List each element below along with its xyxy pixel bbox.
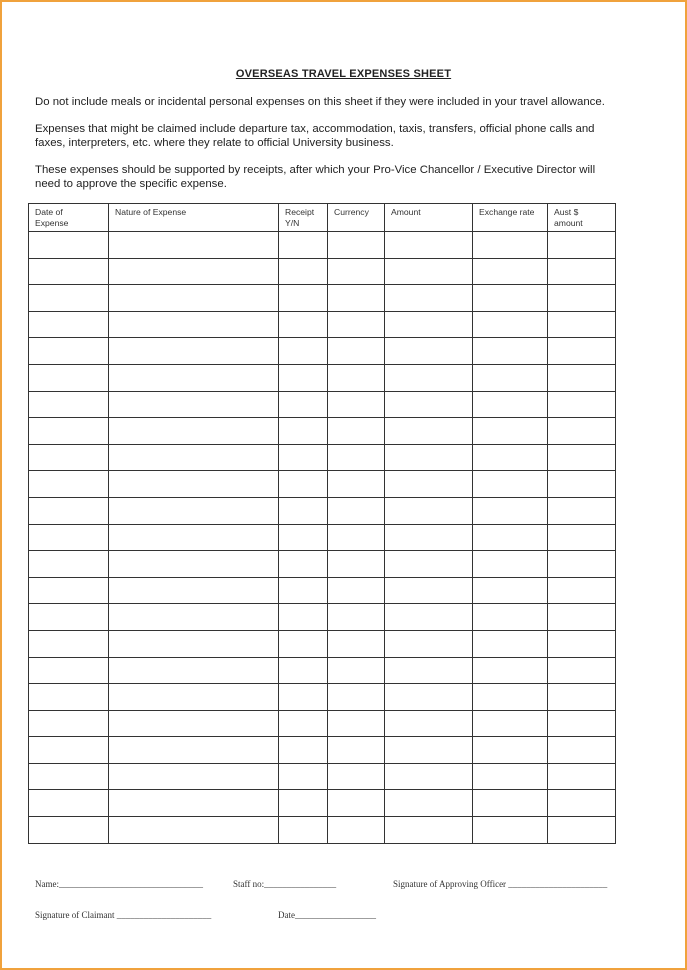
- table-cell[interactable]: [109, 524, 279, 551]
- table-row: [29, 285, 616, 312]
- table-cell[interactable]: [109, 657, 279, 684]
- table-cell[interactable]: [29, 524, 109, 551]
- table-cell[interactable]: [29, 684, 109, 711]
- col-header-aust-amount: Aust $ amount: [548, 204, 616, 232]
- table-cell[interactable]: [385, 338, 473, 365]
- table-cell[interactable]: [328, 790, 385, 817]
- table-cell[interactable]: [279, 551, 328, 578]
- table-cell[interactable]: [548, 444, 616, 471]
- table-row: [29, 338, 616, 365]
- table-cell[interactable]: [385, 551, 473, 578]
- table-cell[interactable]: [279, 604, 328, 631]
- table-row: [29, 311, 616, 338]
- table-cell[interactable]: [548, 790, 616, 817]
- table-cell[interactable]: [109, 391, 279, 418]
- table-cell[interactable]: [279, 524, 328, 551]
- claimant-signature-field[interactable]: Signature of Claimant _____________________: [35, 910, 212, 920]
- table-cell[interactable]: [109, 471, 279, 498]
- table-cell[interactable]: [29, 285, 109, 312]
- table-cell[interactable]: [279, 311, 328, 338]
- instruction-receipts: These expenses should be supported by receipts, after which your Pro-Vice Chancellor / Executive Director will need to approve the specific expense.: [35, 164, 596, 190]
- col-header-nature: Nature of Expense: [109, 204, 279, 232]
- table-cell[interactable]: [548, 551, 616, 578]
- table-cell[interactable]: [279, 364, 328, 391]
- col-header-receipt: Receipt Y/N: [279, 204, 328, 232]
- table-cell[interactable]: [385, 258, 473, 285]
- table-cell[interactable]: [548, 524, 616, 551]
- table-row: [29, 471, 616, 498]
- table-cell[interactable]: [279, 338, 328, 365]
- table-cell[interactable]: [109, 684, 279, 711]
- table-cell[interactable]: [29, 604, 109, 631]
- table-cell[interactable]: [548, 285, 616, 312]
- sheet-title: OVERSEAS TRAVEL EXPENSES SHEET: [235, 68, 452, 80]
- table-cell[interactable]: [328, 817, 385, 844]
- table-cell[interactable]: [328, 418, 385, 445]
- table-cell[interactable]: [279, 763, 328, 790]
- table-cell[interactable]: [29, 497, 109, 524]
- table-cell[interactable]: [328, 497, 385, 524]
- date-field[interactable]: Date__________________: [278, 910, 376, 920]
- table-row: [29, 763, 616, 790]
- table-cell[interactable]: [29, 311, 109, 338]
- table-cell[interactable]: [29, 737, 109, 764]
- table-cell[interactable]: [279, 232, 328, 259]
- table-row: [29, 710, 616, 737]
- table-cell[interactable]: [548, 817, 616, 844]
- table-cell[interactable]: [473, 471, 548, 498]
- col-header-exchange-rate: Exchange rate: [473, 204, 548, 232]
- table-row: [29, 364, 616, 391]
- table-cell[interactable]: [385, 577, 473, 604]
- table-cell[interactable]: [548, 604, 616, 631]
- table-cell[interactable]: [29, 364, 109, 391]
- table-cell[interactable]: [109, 790, 279, 817]
- table-cell[interactable]: [328, 232, 385, 259]
- table-cell[interactable]: [473, 444, 548, 471]
- table-cell[interactable]: [279, 684, 328, 711]
- table-cell[interactable]: [29, 710, 109, 737]
- table-cell[interactable]: [279, 285, 328, 312]
- table-cell[interactable]: [473, 338, 548, 365]
- table-cell[interactable]: [29, 817, 109, 844]
- table-cell[interactable]: [473, 763, 548, 790]
- table-cell[interactable]: [109, 364, 279, 391]
- table-row: [29, 630, 616, 657]
- table-cell[interactable]: [385, 391, 473, 418]
- table-cell[interactable]: [109, 258, 279, 285]
- table-cell[interactable]: [473, 497, 548, 524]
- table-cell[interactable]: [279, 258, 328, 285]
- table-cell[interactable]: [328, 684, 385, 711]
- table-row: [29, 444, 616, 471]
- table-cell[interactable]: [473, 524, 548, 551]
- table-cell[interactable]: [328, 391, 385, 418]
- table-cell[interactable]: [473, 737, 548, 764]
- table-cell[interactable]: [279, 657, 328, 684]
- table-row: [29, 258, 616, 285]
- table-cell[interactable]: [473, 391, 548, 418]
- table-cell[interactable]: [328, 763, 385, 790]
- table-cell[interactable]: [473, 657, 548, 684]
- table-cell[interactable]: [29, 763, 109, 790]
- table-cell[interactable]: [385, 790, 473, 817]
- table-cell[interactable]: [279, 418, 328, 445]
- table-cell[interactable]: [29, 418, 109, 445]
- table-cell[interactable]: [328, 657, 385, 684]
- table-cell[interactable]: [473, 630, 548, 657]
- table-row: [29, 657, 616, 684]
- table-cell[interactable]: [328, 524, 385, 551]
- table-cell[interactable]: [328, 630, 385, 657]
- table-cell[interactable]: [385, 710, 473, 737]
- table-cell[interactable]: [109, 763, 279, 790]
- table-cell[interactable]: [548, 710, 616, 737]
- table-cell[interactable]: [548, 338, 616, 365]
- table-cell[interactable]: [29, 657, 109, 684]
- table-row: [29, 551, 616, 578]
- table-cell[interactable]: [385, 418, 473, 445]
- table-cell[interactable]: [328, 444, 385, 471]
- table-cell[interactable]: [29, 258, 109, 285]
- table-cell[interactable]: [548, 364, 616, 391]
- table-cell[interactable]: [385, 311, 473, 338]
- table-cell[interactable]: [109, 418, 279, 445]
- table-cell[interactable]: [279, 790, 328, 817]
- table-cell[interactable]: [279, 497, 328, 524]
- table-header-row: [29, 204, 616, 232]
- table-cell[interactable]: [109, 338, 279, 365]
- table-cell[interactable]: [29, 577, 109, 604]
- table-cell[interactable]: [548, 577, 616, 604]
- table-row: [29, 524, 616, 551]
- table-cell[interactable]: [473, 577, 548, 604]
- table-cell[interactable]: [29, 790, 109, 817]
- table-cell[interactable]: [473, 285, 548, 312]
- table-cell[interactable]: [385, 657, 473, 684]
- table-cell[interactable]: [473, 684, 548, 711]
- table-cell[interactable]: [279, 471, 328, 498]
- table-cell[interactable]: [473, 364, 548, 391]
- table-cell[interactable]: [109, 604, 279, 631]
- table-row: [29, 418, 616, 445]
- table-row: [29, 737, 616, 764]
- table-cell[interactable]: [29, 551, 109, 578]
- table-row: [29, 497, 616, 524]
- table-row: [29, 684, 616, 711]
- table-cell[interactable]: [548, 737, 616, 764]
- name-field[interactable]: Name:________________________________: [35, 879, 203, 889]
- table-cell[interactable]: [473, 790, 548, 817]
- table-cell[interactable]: [328, 737, 385, 764]
- table-cell[interactable]: [279, 391, 328, 418]
- table-cell[interactable]: [385, 737, 473, 764]
- table-cell[interactable]: [385, 232, 473, 259]
- table-cell[interactable]: [548, 311, 616, 338]
- table-cell[interactable]: [109, 817, 279, 844]
- table-cell[interactable]: [29, 232, 109, 259]
- table-cell[interactable]: [328, 338, 385, 365]
- table-cell[interactable]: [279, 737, 328, 764]
- table-cell[interactable]: [328, 577, 385, 604]
- approving-officer-signature-field[interactable]: Signature of Approving Officer ______________________: [393, 879, 608, 889]
- table-cell[interactable]: [548, 232, 616, 259]
- table-row: [29, 577, 616, 604]
- table-cell[interactable]: [473, 551, 548, 578]
- col-header-amount: Amount: [385, 204, 473, 232]
- table-cell[interactable]: [385, 604, 473, 631]
- table-cell[interactable]: [385, 471, 473, 498]
- table-cell[interactable]: [548, 657, 616, 684]
- table-cell[interactable]: [109, 444, 279, 471]
- expenses-table: [28, 203, 616, 844]
- table-cell[interactable]: [548, 471, 616, 498]
- table-cell[interactable]: [385, 630, 473, 657]
- table-cell[interactable]: [328, 710, 385, 737]
- table-cell[interactable]: [473, 604, 548, 631]
- col-header-date: Date of Expense: [29, 204, 109, 232]
- table-cell[interactable]: [328, 471, 385, 498]
- table-cell[interactable]: [548, 684, 616, 711]
- table-cell[interactable]: [109, 311, 279, 338]
- table-cell[interactable]: [548, 497, 616, 524]
- table-cell[interactable]: [328, 258, 385, 285]
- table-cell[interactable]: [385, 364, 473, 391]
- table-cell[interactable]: [385, 763, 473, 790]
- table-cell[interactable]: [473, 817, 548, 844]
- table-cell[interactable]: [473, 710, 548, 737]
- table-cell[interactable]: [279, 817, 328, 844]
- table-cell[interactable]: [29, 471, 109, 498]
- table-cell[interactable]: [29, 630, 109, 657]
- table-cell[interactable]: [385, 497, 473, 524]
- table-cell[interactable]: [109, 630, 279, 657]
- table-cell[interactable]: [385, 444, 473, 471]
- table-row: [29, 604, 616, 631]
- table-cell[interactable]: [279, 577, 328, 604]
- staff-no-field[interactable]: Staff no:________________: [233, 879, 337, 889]
- table-row: [29, 391, 616, 418]
- table-cell[interactable]: [548, 258, 616, 285]
- table-cell[interactable]: [473, 311, 548, 338]
- table-cell[interactable]: [473, 418, 548, 445]
- table-cell[interactable]: [385, 817, 473, 844]
- table-cell[interactable]: [29, 444, 109, 471]
- table-cell[interactable]: [548, 630, 616, 657]
- table-cell[interactable]: [109, 285, 279, 312]
- table-cell[interactable]: [548, 418, 616, 445]
- table-cell[interactable]: [385, 684, 473, 711]
- table-cell[interactable]: [109, 710, 279, 737]
- table-cell[interactable]: [109, 551, 279, 578]
- table-cell[interactable]: [473, 258, 548, 285]
- instruction-meals: Do not include meals or incidental personal expenses on this sheet if they were included in your travel allowance.: [35, 96, 605, 108]
- table-cell[interactable]: [385, 285, 473, 312]
- table-row: [29, 232, 616, 259]
- table-cell[interactable]: [548, 763, 616, 790]
- table-cell[interactable]: [109, 737, 279, 764]
- table-cell[interactable]: [328, 285, 385, 312]
- table-cell[interactable]: [385, 524, 473, 551]
- table-cell[interactable]: [279, 444, 328, 471]
- table-cell[interactable]: [279, 710, 328, 737]
- table-cell[interactable]: [473, 232, 548, 259]
- table-cell[interactable]: [328, 364, 385, 391]
- table-cell[interactable]: [29, 391, 109, 418]
- instruction-claimable: Expenses that might be claimed include departure tax, accommodation, taxis, transfers, official phone calls and faxes, interpreters, etc. where they relate to official University business.: [35, 123, 595, 149]
- table-cell[interactable]: [29, 338, 109, 365]
- table-row: [29, 817, 616, 844]
- table-row: [29, 790, 616, 817]
- col-header-currency: Currency: [328, 204, 385, 232]
- table-cell[interactable]: [109, 577, 279, 604]
- table-cell[interactable]: [548, 391, 616, 418]
- table-cell[interactable]: [328, 604, 385, 631]
- table-cell[interactable]: [109, 232, 279, 259]
- table-cell[interactable]: [328, 551, 385, 578]
- table-cell[interactable]: [279, 630, 328, 657]
- table-cell[interactable]: [328, 311, 385, 338]
- table-cell[interactable]: [109, 497, 279, 524]
